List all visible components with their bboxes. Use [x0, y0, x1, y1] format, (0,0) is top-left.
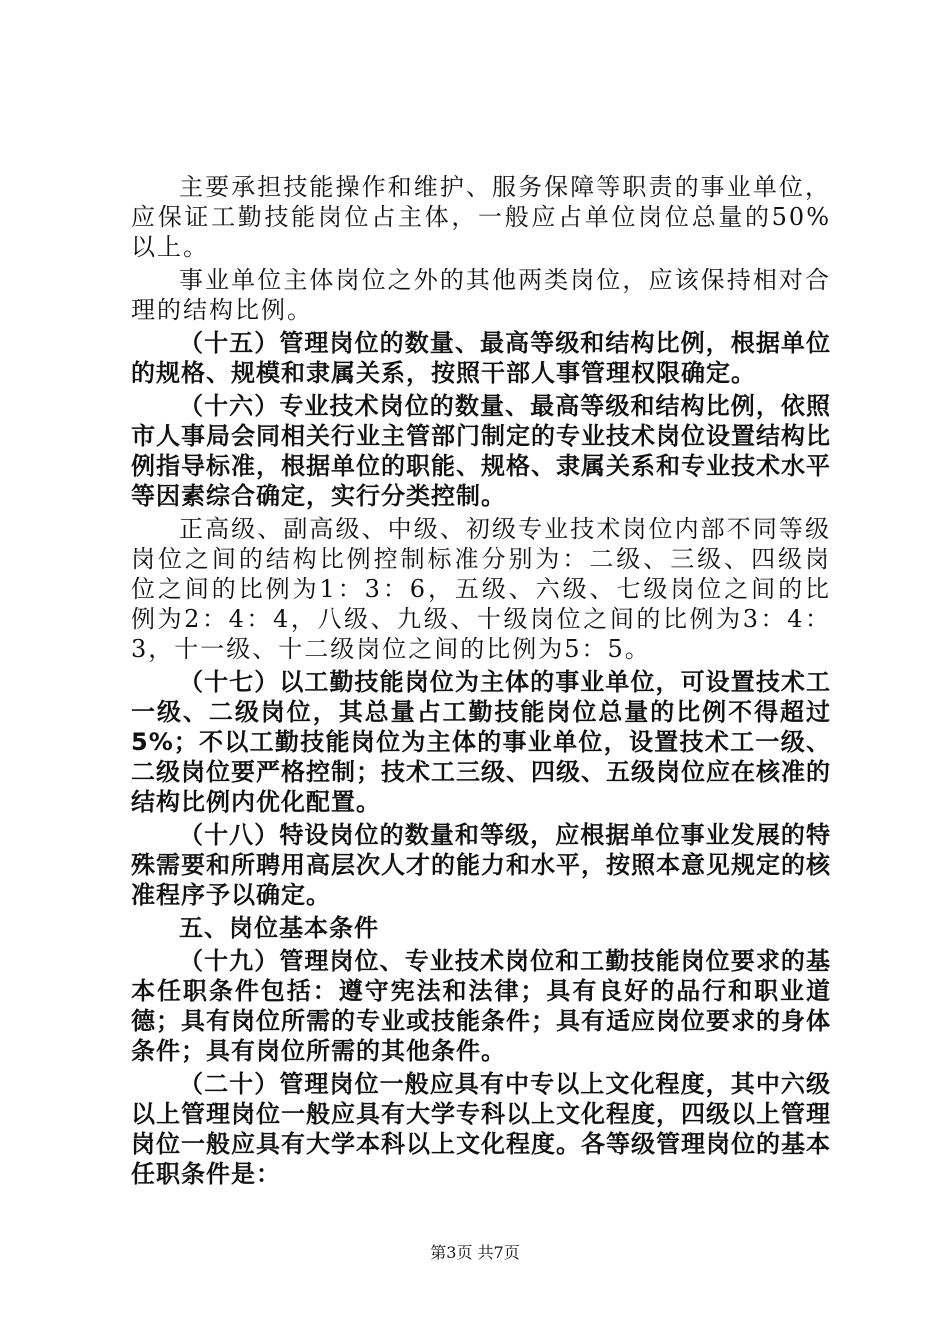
paragraph-main-duty: 主要承担技能操作和维护、服务保障等职责的事业单位，应保证工勤技能岗位占主体，一般应占单位岗位总量的50%以上。	[131, 173, 831, 261]
page-number-footer: 第3页 共7页	[430, 1243, 520, 1262]
paragraph-item-15: （十五）管理岗位的数量、最高等级和结构比例，根据单位的规格、规模和隶属关系，按照干部人事管理权限确定。	[131, 329, 831, 387]
document-body	[131, 172, 831, 1192]
paragraph-ratio-standards: 正高级、副高级、中级、初级专业技术岗位内部不同等级岗位之间的结构比例控制标准分别为：二级、三级、四级岗位之间的比例为1：3：6，五级、六级、七级岗位之间的比例为2：4：4，八级、九级、十级岗位之间的比例为3：4：3，十一级、十二级岗位之间的比例为5：5。	[131, 515, 831, 663]
paragraph-item-20: （二十）管理岗位一般应具有中专以上文化程度，其中六级以上管理岗位一般应具有大学专科以上文化程度，四级以上管理岗位一般应具有大学本科以上文化程度。各等级管理岗位的基本任职条件是：	[131, 1070, 831, 1188]
paragraph-item-18: （十八）特设岗位的数量和等级，应根据单位事业发展的特殊需要和所聘用高层次人才的能力和水平，按照本意见规定的核准程序予以确定。	[131, 821, 831, 909]
section-heading-basic-conditions: 五、岗位基本条件	[179, 914, 379, 942]
paragraph-other-posts: 事业单位主体岗位之外的其他两类岗位，应该保持相对合理的结构比例。	[131, 266, 831, 324]
paragraph-item-19: （十九）管理岗位、专业技术岗位和工勤技能岗位要求的基本任职条件包括：遵守宪法和法律；具有良好的品行和职业道德；具有岗位所需的专业或技能条件；具有适应岗位要求的身体条件；具有岗位所需的其他条件。	[131, 947, 831, 1065]
paragraph-item-17: （十七）以工勤技能岗位为主体的事业单位，可设置技术工一级、二级岗位，其总量占工勤技能岗位总量的比例不得超过5%；不以工勤技能岗位为主体的事业单位，设置技术工一级、二级岗位要严格控制；技术工三级、四级、五级岗位应在核准的结构比例内优化配置。	[131, 668, 831, 816]
paragraph-item-16: （十六）专业技术岗位的数量、最高等级和结构比例，依照市人事局会同相关行业主管部门制定的专业技术岗位设置结构比例指导标准，根据单位的职能、规格、隶属关系和专业技术水平等因素综合确定，实行分类控制。	[131, 392, 831, 510]
